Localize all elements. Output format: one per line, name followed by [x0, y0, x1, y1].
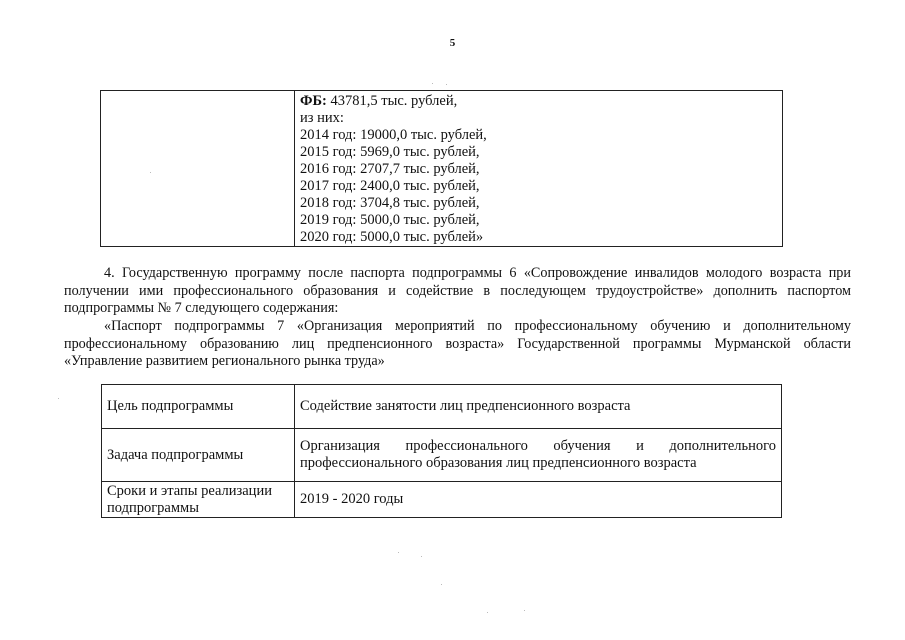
- finance-line: 2018 год: 3704,8 тыс. рублей,: [300, 195, 480, 211]
- table-row: [102, 429, 782, 482]
- passport-label-task: Задача подпрограммы: [102, 429, 295, 482]
- scan-speck: [487, 612, 488, 613]
- finance-line: 2016 год: 2707,7 тыс. рублей,: [300, 161, 480, 177]
- scan-speck: [398, 552, 399, 553]
- paragraph-passport-title-text: «Паспорт подпрограммы 7 «Организация мероприятий по профессиональному обучению и дополнительному профессиональному образованию лиц предпенсионного возраста» Государственной программы Мурманской области «Управление развитием регионального рынка труда»: [64, 318, 851, 370]
- finance-line: 2017 год: 2400,0 тыс. рублей,: [300, 178, 480, 194]
- finance-table-left-cell: [101, 91, 295, 247]
- scan-speck: [421, 556, 422, 557]
- finance-line: 2020 год: 5000,0 тыс. рублей»: [300, 229, 484, 245]
- finance-line: 2014 год: 19000,0 тыс. рублей,: [300, 127, 487, 143]
- scan-speck: [441, 584, 442, 585]
- paragraph-passport-title: [64, 318, 851, 371]
- scan-speck: [150, 172, 151, 173]
- table-row: [101, 91, 783, 247]
- fb-total-line: [300, 93, 782, 110]
- finance-line: 2019 год: 5000,0 тыс. рублей,: [300, 212, 480, 228]
- scan-speck: [446, 84, 447, 85]
- scan-speck: [58, 398, 59, 399]
- table-row: [102, 482, 782, 518]
- page-number: 5: [449, 37, 456, 49]
- passport-value-task: Организация профессионального обучения и дополнительного профессионального образования лиц предпенсионного возраста: [295, 429, 782, 482]
- finance-table: [100, 90, 783, 247]
- scan-speck: [432, 83, 433, 84]
- table-row: [102, 385, 782, 429]
- paragraph-amendment-4: [64, 265, 851, 318]
- passport-label-terms: Сроки и этапы реализации подпрограммы: [102, 482, 295, 518]
- finance-table-right-cell: [295, 91, 783, 247]
- fb-label: ФБ:: [300, 93, 327, 109]
- fb-value: 43781,5 тыс. рублей,: [326, 93, 458, 109]
- paragraph-amendment-4-text: 4. Государственную программу после паспорта подпрограммы 6 «Сопровождение инвалидов молодого возраста при получении ими профессионального образования и содействие в последующем трудоустройстве» дополнить паспортом подпрограммы № 7 следующего содержания:: [64, 265, 851, 317]
- scan-speck: [524, 610, 525, 611]
- passport-value-terms: 2019 - 2020 годы: [295, 482, 782, 518]
- passport-value-goal: Содействие занятости лиц предпенсионного возраста: [295, 385, 782, 429]
- passport-table: [101, 384, 782, 518]
- passport-label-goal: Цель подпрограммы: [102, 385, 295, 429]
- finance-line: из них:: [300, 110, 344, 126]
- finance-line: 2015 год: 5969,0 тыс. рублей,: [300, 144, 480, 160]
